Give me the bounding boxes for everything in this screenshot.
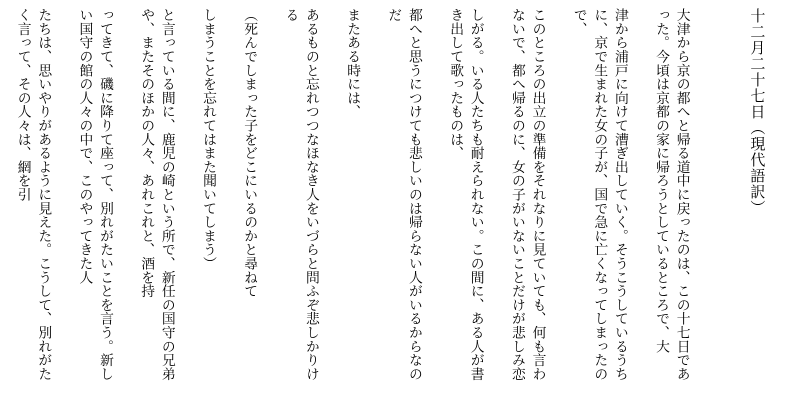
text-line: このところの出立の準備をそれなりに見ていても、何も言わないで、都へ帰るのに、女の子がいないことだけが悲しみ恋 xyxy=(508,8,546,381)
text-line: 都へと思うにつけても悲しいのは帰らない人がいるからなのだ xyxy=(385,8,422,381)
text-line: 津から浦戸に向けて漕ぎ出していく。そうこうしているうちに、京で生まれた女の子が、国で急に亡くなってしまったので、 xyxy=(570,8,628,381)
text-line: しがる。いる人たちも耐えられない。この間に、ある人が書き出して歌ったものは、 xyxy=(447,8,484,381)
vertical-text-body xyxy=(14,8,788,392)
text-line: と言っている間に、鹿児の崎という所で、新任の国守の兄弟や、またそのほかの人々、あれこれと、酒を持 xyxy=(138,8,175,381)
page-heading: 十二月二十七日（現代語訳） xyxy=(748,8,767,216)
text-line: あるものと忘れつつなほなき人をいづらと問ふぞ悲しかりける xyxy=(282,8,319,381)
text-line: またある時には、 xyxy=(344,8,361,119)
body-text xyxy=(14,8,712,392)
text-line: たちは、思いやりがあるように見えた。こうして、別れがたく言って、その人々は、網を引 xyxy=(14,8,52,381)
text-line: （死んでしまった子をどこにいるのかと尋ねて xyxy=(241,8,258,298)
text-line: しまうことを忘れてはまた聞いてしまう） xyxy=(199,8,216,271)
text-line: 大津から京の都へと帰る道中に戻ったのは、この十七日であった。今頃は京都の家に帰ろうとしているところで、大 xyxy=(653,8,690,381)
text-line: ってきて、磯に降りて座って、別れがたいことを言う。新しい国守の館の人々の中で、このやってきた人 xyxy=(76,8,113,381)
